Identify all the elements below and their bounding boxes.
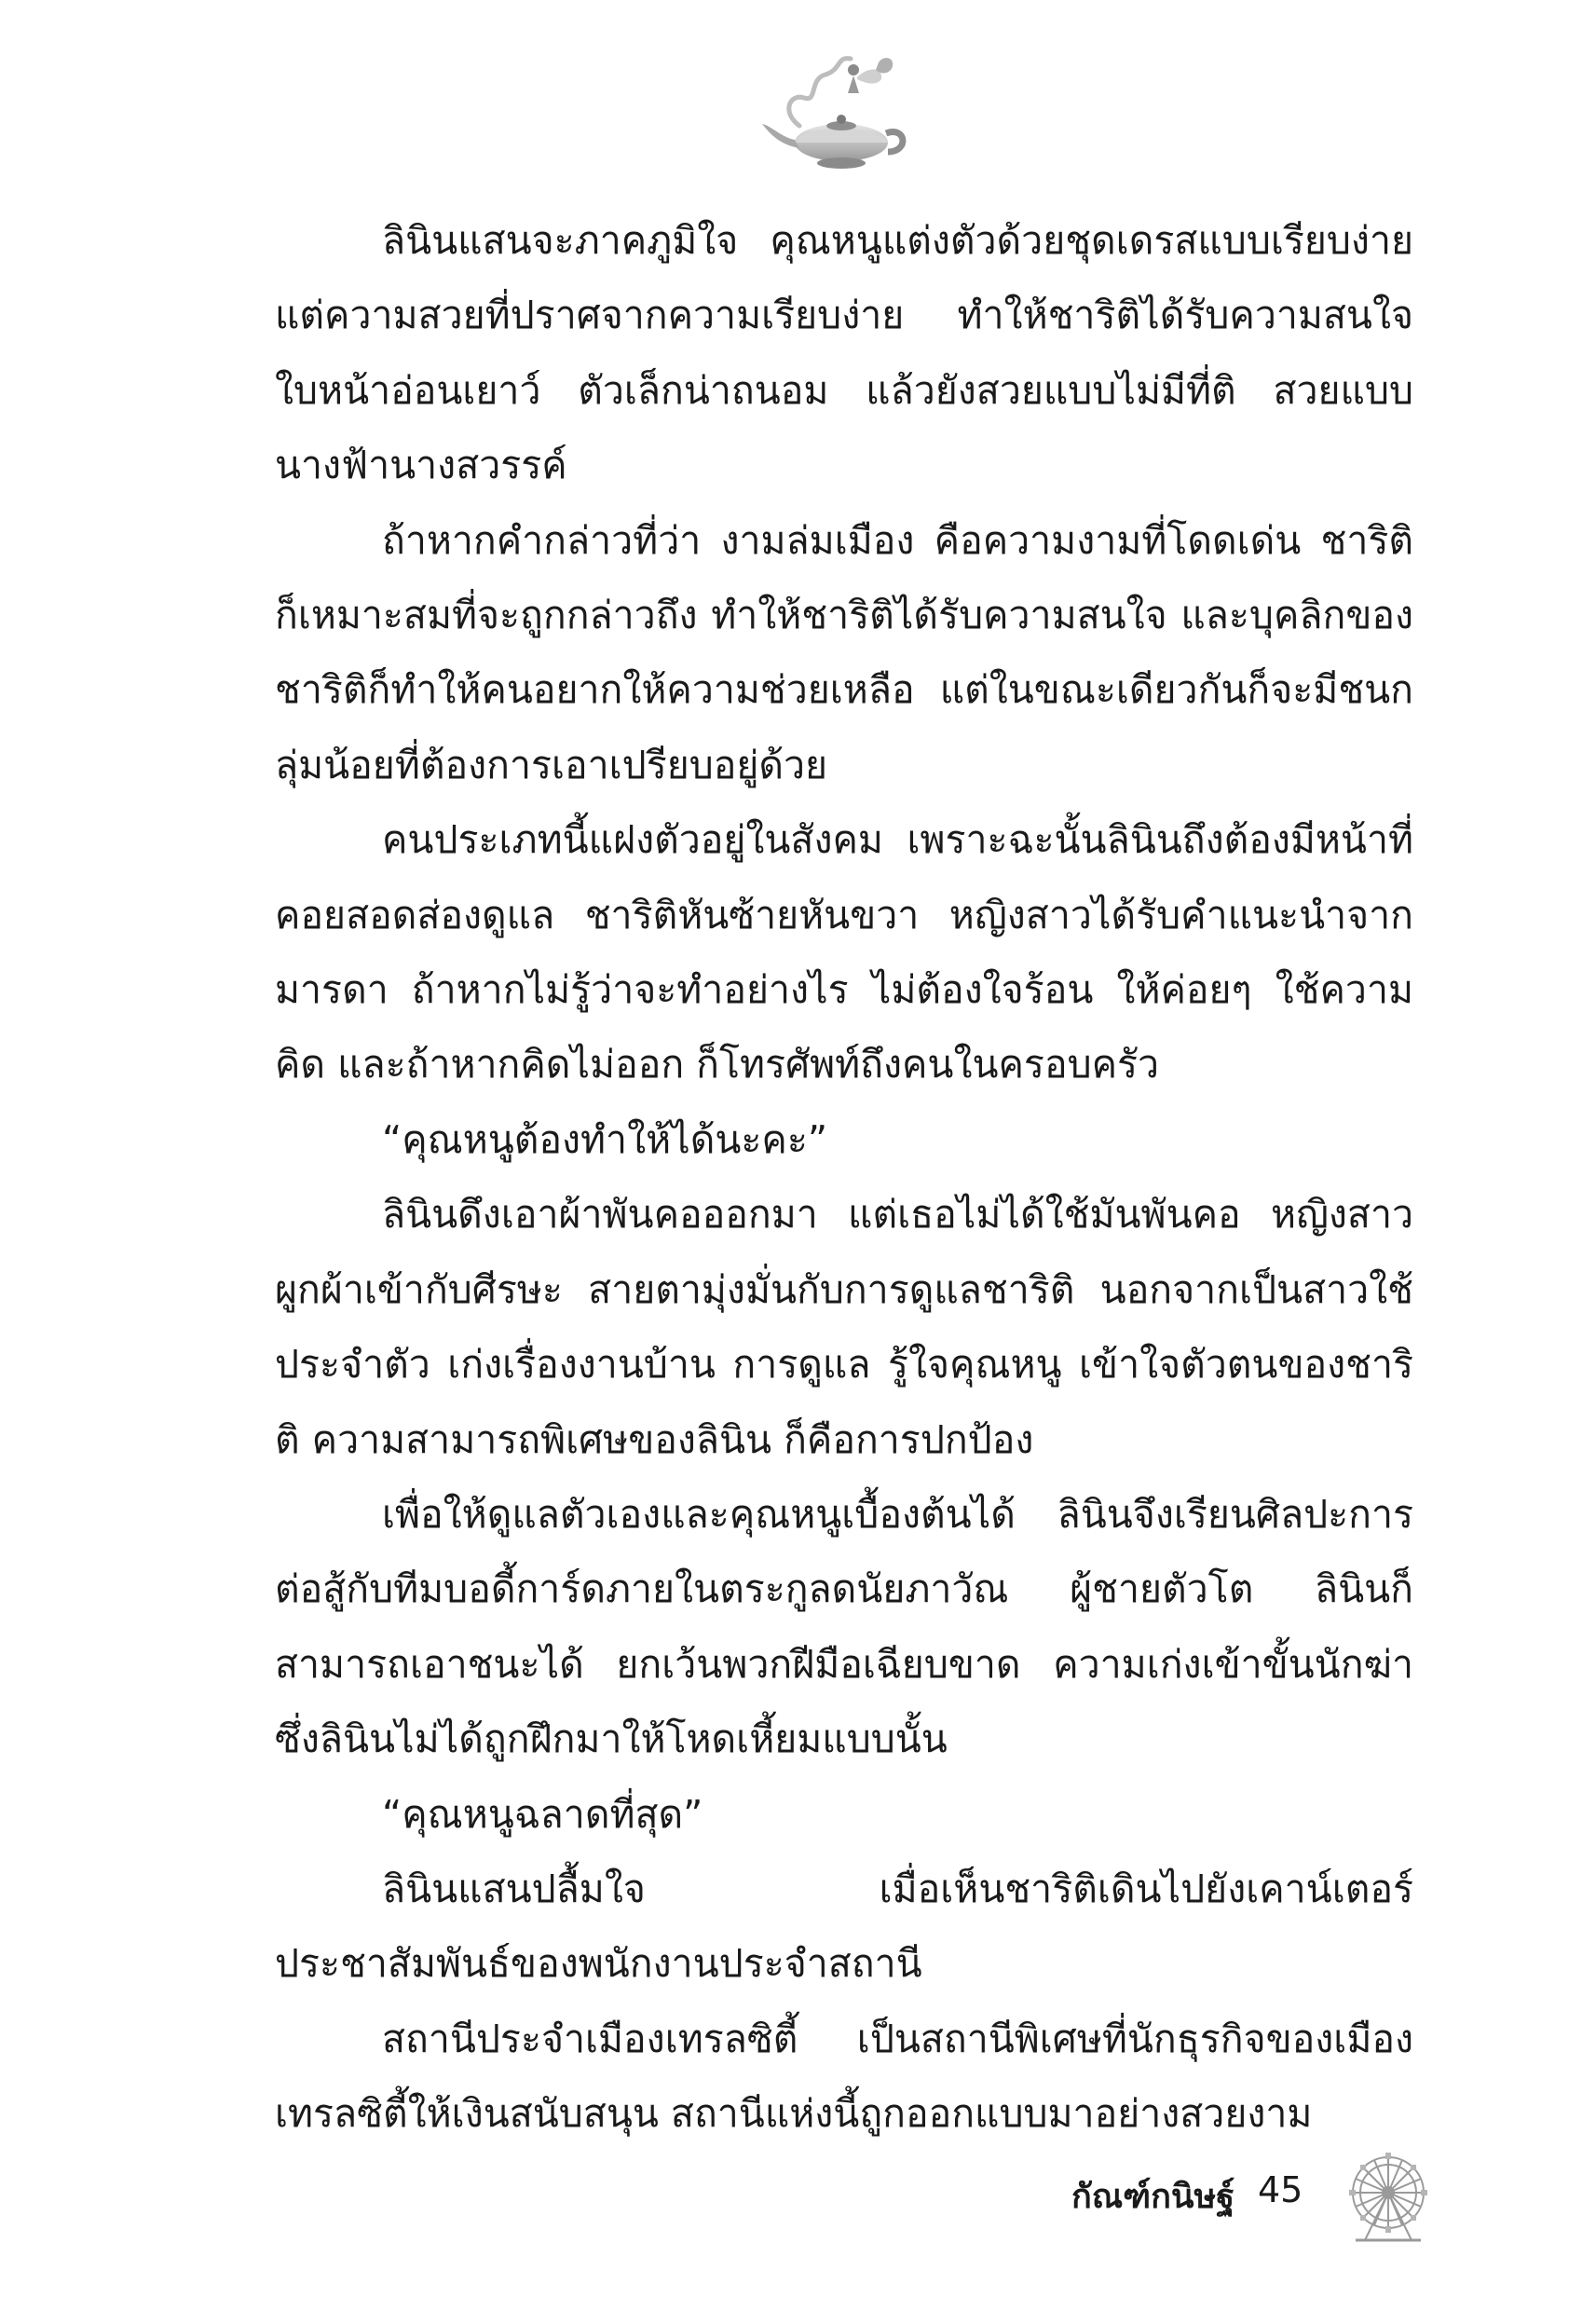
- ferris-wheel-icon: [1337, 2151, 1439, 2244]
- genie-lamp-icon: [753, 51, 911, 182]
- dialogue-line: “คุณหนูฉลาดที่สุด”: [382, 1791, 703, 1837]
- dialogue-line: “คุณหนูต้องทำให้ได้นะคะ”: [382, 1116, 828, 1162]
- chapter-body: [275, 203, 1413, 2152]
- paragraph: ลินินดึงเอาผ้าพันคอออกมา แต่เธอไม่ได้ใช้มันพันคอ หญิงสาวผูกผ้าเข้ากับศีรษะ สายตามุ่งมั่นกับการดูแลชาริติ นอกจากเป็นสาวใช้ประจำตัว เก่งเรื่องงานบ้าน การดูแล รู้ใจคุณหนู เข้าใจตัวตนของชาริติ ความสามารถพิเศษของลินิน ก็คือการปกป้อง: [275, 1192, 1413, 1462]
- paragraph: ถ้าหากคำกล่าวที่ว่า งามล่มเมือง คือความงามที่โดดเด่น ชาริติก็เหมาะสมที่จะถูกกล่าวถึง ทำให้ชาริติได้รับความสนใจ และบุคลิกของชาริติก็ทำให้คนอยากให้ความช่วยเหลือ แต่ในขณะเดียวกันก็จะมีชนกลุ่มน้อยที่ต้องการเอาเปรียบอยู่ด้วย: [275, 517, 1413, 787]
- paragraph: สถานีประจำเมืองเทรลซิตี้ เป็นสถานีพิเศษที่นักธุรกิจของเมืองเทรลซิตี้ให้เงินสนับสนุน สถานีแห่งนี้ถูกออกแบบมาอย่างสวยงาม: [275, 2016, 1413, 2137]
- paragraph: เพื่อให้ดูแลตัวเองและคุณหนูเบื้องต้นได้ ลินินจึงเรียนศิลปะการต่อสู้กับทีมบอดี้การ์ดภายในตระกูลดนัยภาวัณ ผู้ชายตัวโต ลินินก็สามารถเอาชนะได้ ยกเว้นพวกฝีมือเฉียบขาด ความเก่งเข้าขั้นนักฆ่า ซึ่งลินินไม่ได้ถูกฝึกมาให้โหดเหี้ยมแบบนั้น: [275, 1491, 1413, 1762]
- paragraph: ลินินแสนจะภาคภูมิใจ คุณหนูแต่งตัวด้วยชุดเดรสแบบเรียบง่าย แต่ความสวยที่ปราศจากความเรียบง่าย ทำให้ชาริติได้รับความสนใจ ใบหน้าอ่อนเยาว์ ตัวเล็กน่าถนอม แล้วยังสวยแบบไม่มีที่ติ สวยแบบนางฟ้านางสวรรค์: [275, 218, 1413, 488]
- page-footer: [0, 2151, 1596, 2244]
- book-title: กัณฑ์กนิษฐ์: [1071, 2178, 1235, 2216]
- paragraph: คนประเภทนี้แฝงตัวอยู่ในสังคม เพราะฉะนั้นลินินถึงต้องมีหน้าที่คอยสอดส่องดูแล ชาริติหันซ้ายหันขวา หญิงสาวได้รับคำแนะนำจากมารดา ถ้าหากไม่รู้ว่าจะทำอย่างไร ไม่ต้องใจร้อน ให้ค่อยๆ ใช้ความคิด และถ้าหากคิดไม่ออก ก็โทรศัพท์ถึงคนในครอบครัว: [275, 817, 1413, 1087]
- page-number: 45: [1258, 2169, 1303, 2210]
- paragraph: ลินินแสนปลื้มใจ เมื่อเห็นชาริติเดินไปยังเคาน์เตอร์ประชาสัมพันธ์ของพนักงานประจำสถานี: [275, 1866, 1413, 1987]
